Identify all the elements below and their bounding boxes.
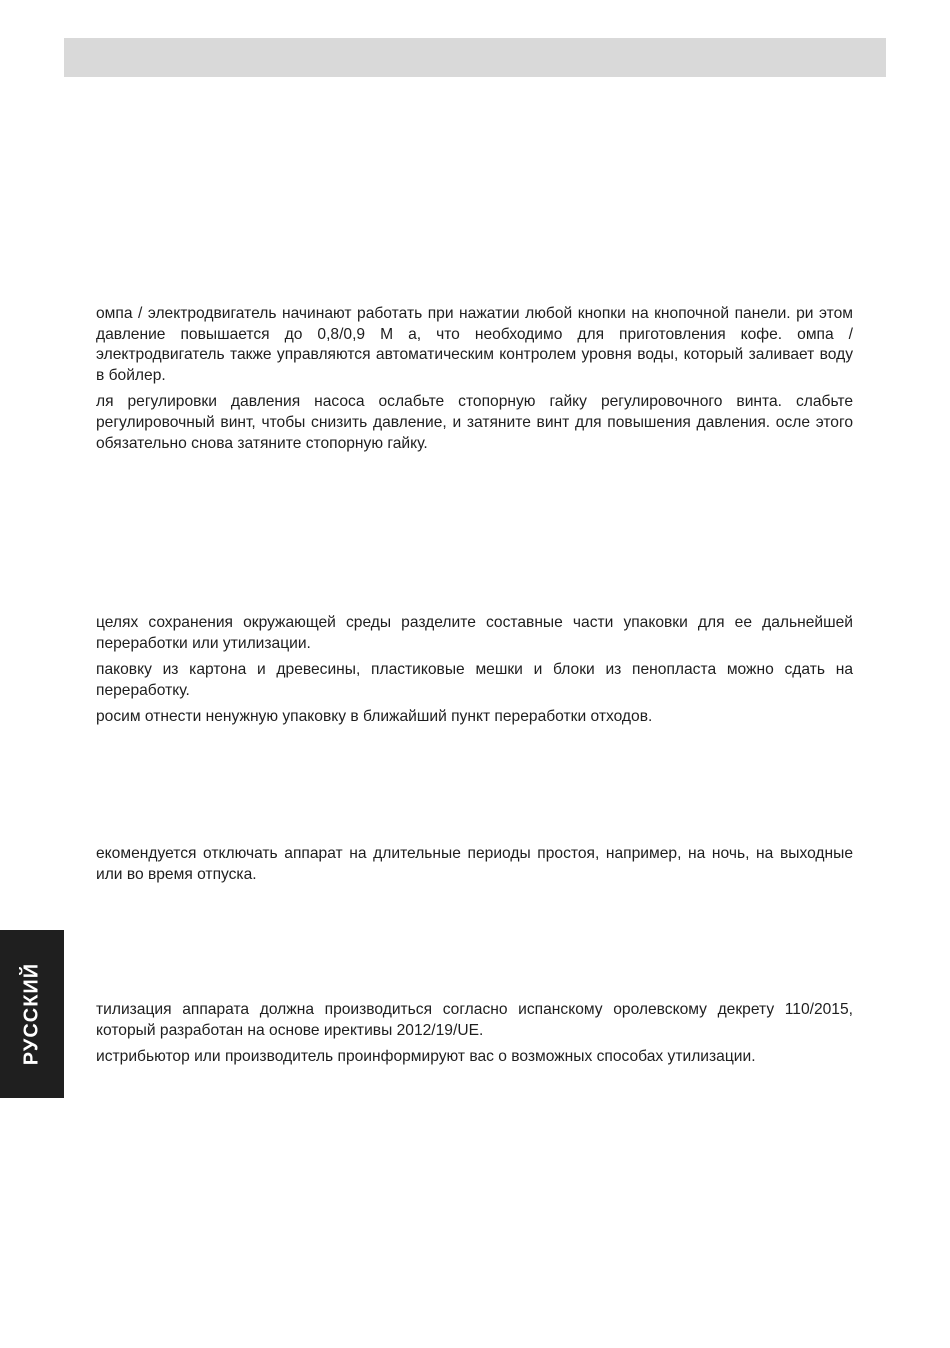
pump-section [96,304,853,460]
packaging-paragraph-3: росим отнести ненужную упаковку в ближайший пункт переработки отходов. [96,708,653,726]
packaging-paragraph-2: паковку из картона и древесины, пластиковые мешки и блоки из пенопласта можно сдать на переработку. [96,661,853,699]
switch-off-paragraph: екомендуется отключать аппарат на длительные периоды простоя, например, на ночь, на выходные или во время отпуска. [96,845,853,883]
disposal-paragraph-2: истрибьютор или производитель проинформируют вас о возможных способах утилизации. [96,1048,756,1066]
pump-paragraph: омпа / электродвигатель начинают работать при нажатии любой кнопки на кнопочной панели. ри этом давление повышается до 0,8/0,9 М а, что необходимо для приготовления кофе. омпа / электродвигатель также управляются автоматическим контролем уровня воды, который заливает воду в бойлер. [96,305,853,384]
language-tab-label: РУССКИЙ [20,962,43,1066]
packaging-section [96,613,853,734]
pressure-adjust-paragraph: ля регулировки давления насоса ослабьте стопорную гайку регулировочного винта. слабьте регулировочный винт, чтобы снизить давление, и затяните винт для повышения давления. осле этого обязательно снова затяните стопорную гайку. [96,393,853,452]
packaging-paragraph-1: целях сохранения окружающей среды разделите составные части упаковки для ее дальнейшей переработки или утилизации. [96,614,853,652]
language-tab [0,930,64,1098]
disposal-section [96,1000,853,1074]
disposal-paragraph-1: тилизация аппарата должна производиться согласно испанскому оролевскому декрету 110/2015, который разработан на основе ирективы 2012/19/UE. [96,1001,853,1039]
header-bar [64,38,886,77]
switch-off-section [96,844,853,891]
